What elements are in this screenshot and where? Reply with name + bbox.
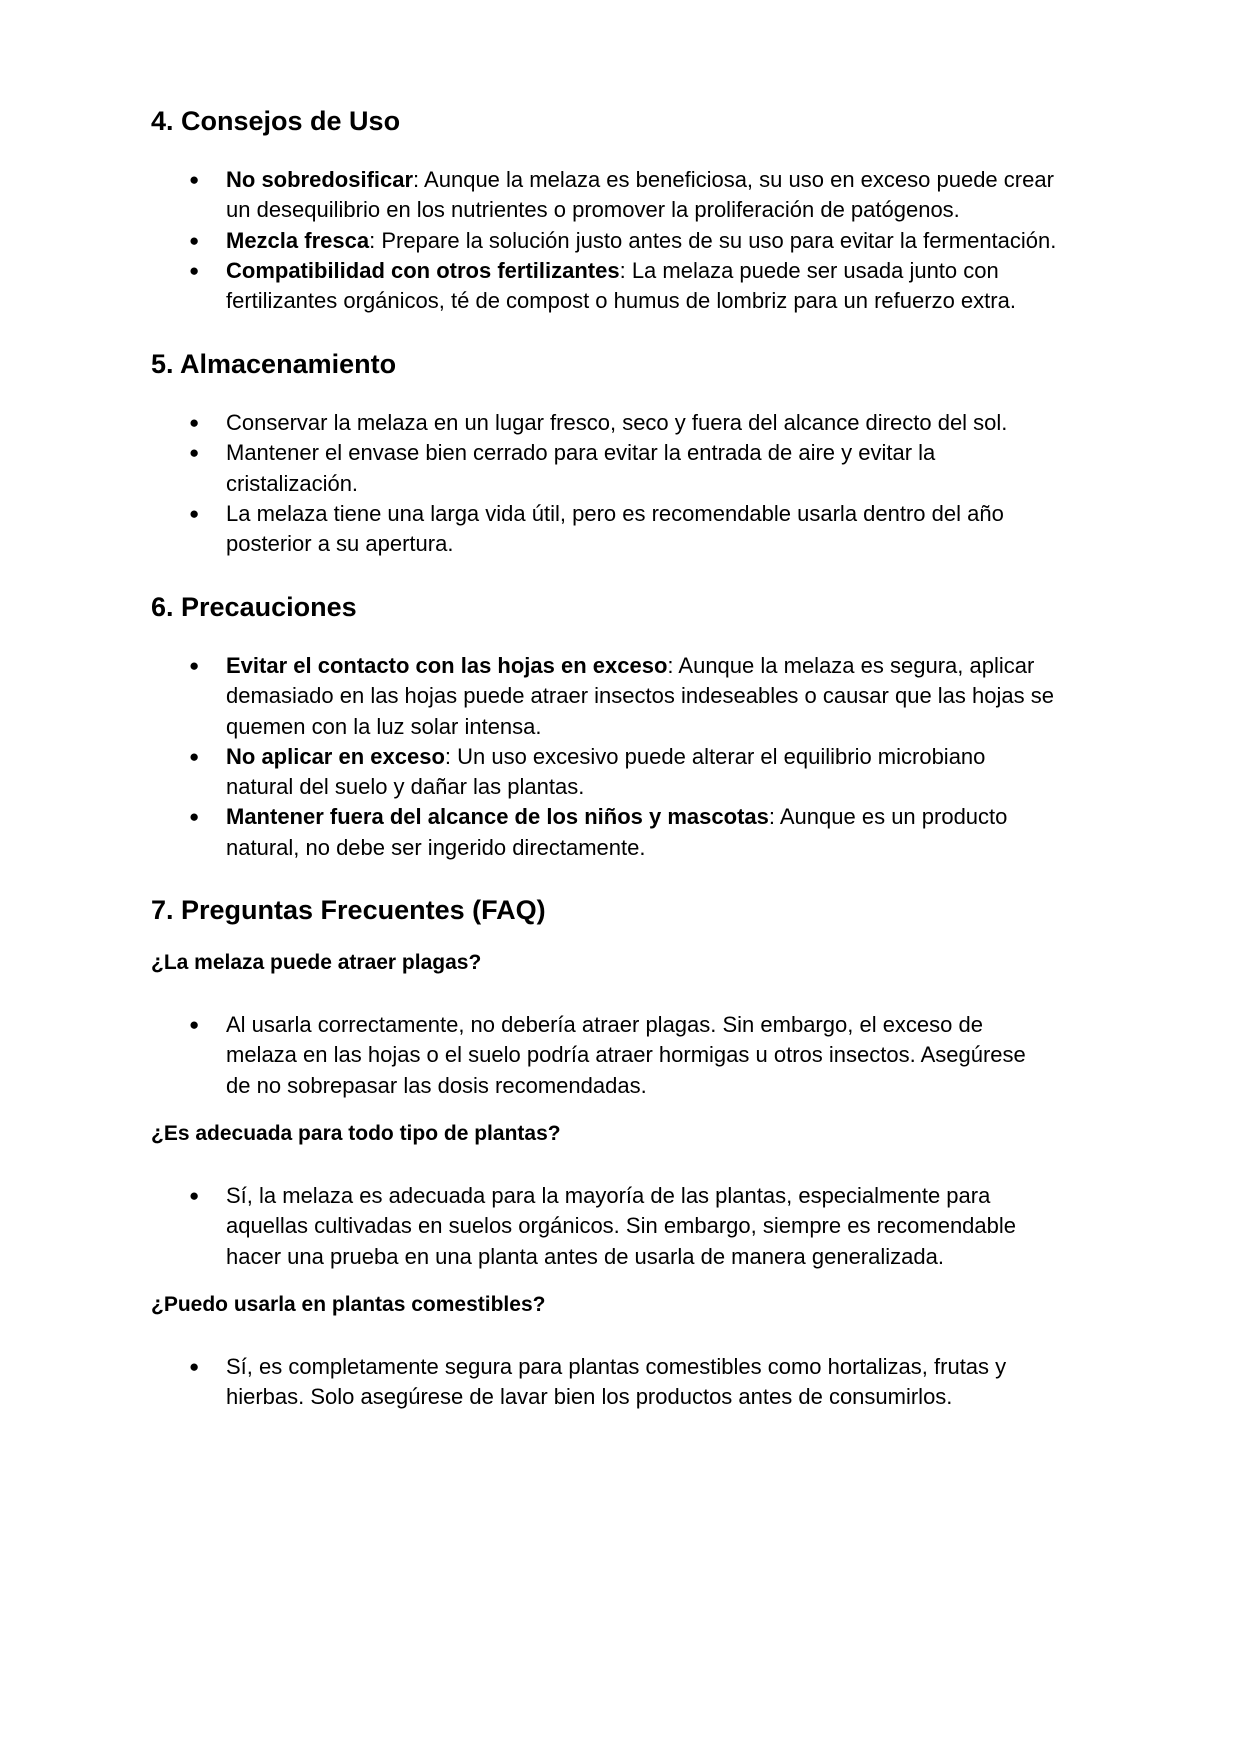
section-heading-precauciones: 6. Precauciones [151,592,357,622]
faq-answer-list [151,1181,1111,1272]
bullet-icon: ● [189,230,200,250]
item-line [226,742,1111,772]
bullet-icon: ● [189,443,200,463]
bullet-icon: ● [189,746,200,766]
section-heading-faq: 7. Preguntas Frecuentes (FAQ) [151,895,546,925]
document-page [151,0,1111,1755]
bullet-icon: ● [189,656,200,675]
item-line [226,165,1111,195]
consejos-list [151,165,1111,316]
faq-question: ¿Puedo usarla en plantas comestibles? [151,1293,546,1316]
item-line: cristalización. [226,470,359,496]
item-line: posterior a su apertura. [226,531,454,557]
faq-answer-list [151,1010,1111,1101]
item-line: natural, no debe ser ingerido directamente. [226,834,646,860]
faq-answer-list [151,1352,1111,1413]
item-line: hierbas. Solo asegúrese de lavar bien los productos antes de consumirlos. [226,1384,953,1410]
list-item [151,499,1111,560]
item-line: demasiado en las hojas puede atraer insectos indeseables o causar que las hojas se [226,683,1054,709]
item-text: : Aunque la melaza es segura, aplicar [667,653,1035,678]
section-heading-almacenamiento: 5. Almacenamiento [151,349,397,379]
list-item [151,438,1111,499]
faq-answer [151,1010,1111,1101]
bullet-icon: ● [189,170,200,189]
item-line: Sí, la melaza es adecuada para la mayoría de las plantas, especialmente para [226,1183,991,1208]
bullet-icon: ● [189,260,200,280]
list-item [151,226,1111,256]
item-line: aquellas cultivadas en suelos orgánicos. Sin embargo, siempre es recomendable [226,1213,1017,1239]
item-line: un desequilibrio en los nutrientes o promover la proliferación de patógenos. [226,197,960,223]
item-line [226,256,1111,286]
item-line: fertilizantes orgánicos, té de compost o humus de lombriz para un refuerzo extra. [226,288,1016,314]
item-line [226,226,1111,256]
precauciones-list [151,651,1111,863]
item-term: Mezcla fresca [226,227,370,253]
item-text: : La melaza puede ser usada junto con [619,257,999,283]
item-term: Compatibilidad con otros fertilizantes [226,257,620,283]
list-item [151,742,1111,803]
section-heading-consejos: 4. Consejos de Uso [151,106,401,136]
item-line: Sí, es completamente segura para plantas comestibles como hortalizas, frutas y [226,1354,1007,1379]
list-item [151,408,1111,438]
item-text: : Aunque la melaza es beneficiosa, su uso en exceso puede crear [413,167,1054,192]
list-item [151,651,1111,742]
item-text: : Prepare la solución justo antes de su uso para evitar la fermentación. [369,227,1057,253]
bullet-icon: ● [189,1015,200,1034]
item-term: No sobredosificar [226,167,414,192]
bullet-icon: ● [189,1186,200,1205]
item-line: Mantener el envase bien cerrado para evitar la entrada de aire y evitar la [226,440,936,466]
item-line: La melaza tiene una larga vida útil, pero es recomendable usarla dentro del año [226,500,1004,526]
list-item [151,165,1111,226]
item-line: de no sobrepasar las dosis recomendadas. [226,1072,647,1098]
item-line: Conservar la melaza en un lugar fresco, seco y fuera del alcance directo del sol. [226,410,1008,435]
item-term: Evitar el contacto con las hojas en exceso [226,653,668,678]
faq-answer [151,1181,1111,1272]
item-text: : Aunque es un producto [768,804,1008,830]
faq-question: ¿Es adecuada para todo tipo de plantas? [151,1122,561,1145]
item-line [226,651,1111,681]
faq-answer [151,1352,1111,1413]
item-term: No aplicar en exceso [226,743,445,769]
item-line: quemen con la luz solar intensa. [226,713,542,739]
bullet-icon: ● [189,807,200,827]
item-line: Al usarla correctamente, no debería atraer plagas. Sin embargo, el exceso de [226,1012,983,1037]
almacenamiento-list [151,408,1111,559]
bullet-icon: ● [189,413,200,432]
bullet-icon: ● [189,503,200,523]
list-item [151,802,1111,863]
item-line [226,802,1111,832]
item-line: natural del suelo y dañar las plantas. [226,774,585,800]
bullet-icon: ● [189,1357,200,1376]
item-line: melaza en las hojas o el suelo podría atraer hormigas u otros insectos. Asegúrese [226,1042,1026,1068]
item-text: : Un uso excesivo puede alterar el equilibrio microbiano [444,743,986,769]
faq-question: ¿La melaza puede atraer plagas? [151,951,482,974]
list-item [151,256,1111,317]
item-line: hacer una prueba en una planta antes de usarla de manera generalizada. [226,1243,944,1269]
item-term: Mantener fuera del alcance de los niños y mascotas [226,804,769,830]
